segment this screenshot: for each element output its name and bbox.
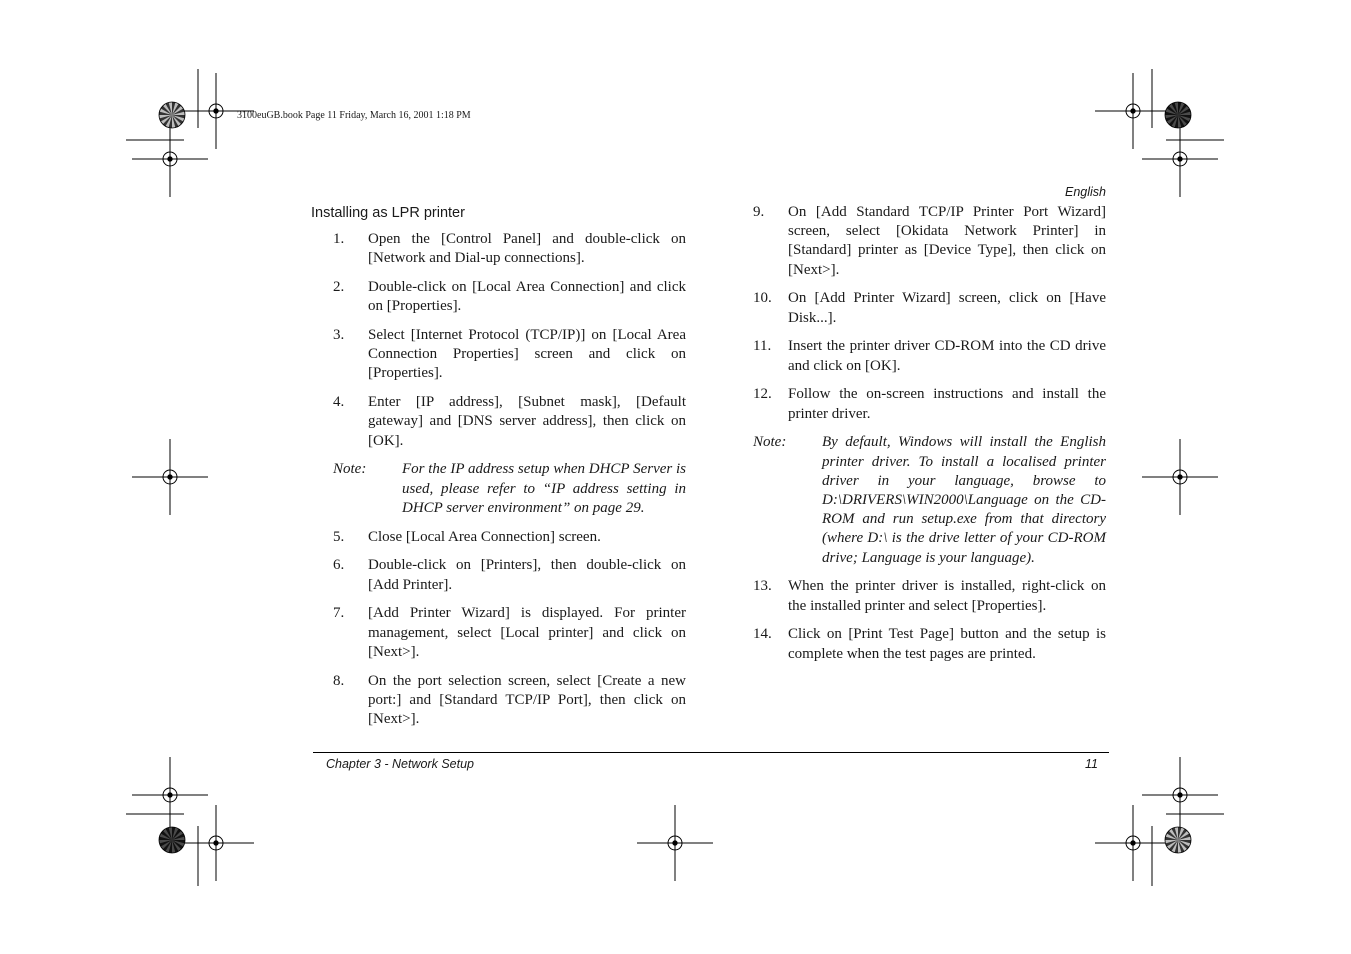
star-target-icon <box>1165 102 1191 128</box>
item-text: Insert the printer driver CD-ROM into the CD drive and click on [OK]. <box>788 338 1106 374</box>
list-item <box>753 203 1106 280</box>
item-text: Open the [Control Panel] and double-click on [Network and Dial-up connections]. <box>368 231 686 267</box>
item-number: 14. <box>753 626 772 643</box>
list-item <box>333 393 686 451</box>
item-number: 13. <box>753 578 772 595</box>
note-block <box>333 460 686 518</box>
item-number: 8. <box>333 672 345 689</box>
footer-chapter: Chapter 3 - Network Setup <box>326 757 474 771</box>
item-text: Enter [IP address], [Subnet mask], [Default gateway] and [DNS server address], then click on [OK]. <box>368 394 686 449</box>
item-text: Select [Internet Protocol (TCP/IP)] on [Local Area Connection Properties] screen and click on [Properties]. <box>368 327 686 382</box>
list-item <box>753 385 1106 423</box>
page-number: 11 <box>1085 757 1098 771</box>
item-number: 1. <box>333 231 345 247</box>
note-text: For the IP address setup when DHCP Server is used, please refer to “IP address setting in DHCP server environment” on page 29. <box>402 461 686 516</box>
left-column <box>333 230 686 739</box>
item-text: [Add Printer Wizard] is displayed. For printer management, select [Local printer] and click on [Next>]. <box>368 605 686 660</box>
note-block <box>753 433 1106 567</box>
item-text: Double-click on [Local Area Connection] and click on [Properties]. <box>368 279 686 315</box>
registration-mark-icon <box>1142 757 1218 833</box>
language-label: English <box>1065 185 1106 199</box>
item-text: Follow the on-screen instructions and install the printer driver. <box>788 386 1106 422</box>
footer-rule <box>313 752 1109 753</box>
item-number: 5. <box>333 528 345 545</box>
list-item <box>333 556 686 594</box>
registration-mark-icon <box>1095 73 1171 149</box>
item-text: On [Add Standard TCP/IP Printer Port Wizard] screen, select [Okidata Network Printer] in [Standard] printer as [Device Type], then click on [Next>]. <box>788 204 1106 278</box>
item-number: 2. <box>333 279 345 295</box>
registration-mark-icon <box>132 439 208 515</box>
registration-mark-icon <box>178 805 254 881</box>
registration-mark-icon <box>637 805 713 881</box>
item-number: 11. <box>753 338 772 355</box>
registration-mark-icon <box>1142 439 1218 515</box>
item-number: 7. <box>333 605 345 622</box>
registration-mark-icon <box>1142 121 1218 197</box>
note-label: Note: <box>753 434 787 451</box>
right-column <box>753 203 1106 673</box>
list-item <box>753 577 1106 615</box>
list-item <box>333 672 686 730</box>
star-target-icon <box>1165 827 1191 853</box>
list-item <box>333 528 686 547</box>
section-title: Installing as LPR printer <box>311 205 465 221</box>
item-text: Double-click on [Printers], then double-click on [Add Printer]. <box>368 557 686 593</box>
registration-mark-icon <box>132 121 208 197</box>
registration-mark-icon <box>132 757 208 833</box>
list-item <box>333 604 686 662</box>
note-label: Note: <box>333 461 367 478</box>
star-target-icon <box>159 827 185 853</box>
item-text: On the port selection screen, select [Create a new port:] and [Standard TCP/IP Port], then click on [Next>]. <box>368 672 686 728</box>
list-item <box>333 278 686 316</box>
item-text: Click on [Print Test Page] button and the setup is complete when the test pages are printed. <box>788 626 1106 662</box>
note-text: By default, Windows will install the English printer driver. To install a localised printer driver in your language, browse to D:\DRIVERS\WIN2000\Language on the CD-ROM and run setup.exe from that directory (where D:\ is the drive letter of your CD-ROM drive; Language is your language). <box>822 434 1106 566</box>
item-number: 9. <box>753 204 765 220</box>
item-text: When the printer driver is installed, right-click on the installed printer and select [Properties]. <box>788 578 1106 614</box>
list-item <box>753 625 1106 663</box>
list-item <box>753 337 1106 375</box>
list-item <box>333 230 686 268</box>
list-item <box>333 326 686 384</box>
item-number: 4. <box>333 394 345 411</box>
list-item <box>753 289 1106 327</box>
item-text: Close [Local Area Connection] screen. <box>368 528 601 545</box>
item-number: 10. <box>753 290 772 307</box>
item-number: 12. <box>753 386 772 403</box>
item-number: 6. <box>333 557 345 574</box>
item-number: 3. <box>333 327 345 343</box>
book-slug-line: 3100euGB.book Page 11 Friday, March 16, 2001 1:18 PM <box>237 110 471 121</box>
star-target-icon <box>159 102 185 128</box>
registration-mark-icon <box>1095 805 1171 881</box>
item-text: On [Add Printer Wizard] screen, click on [Have Disk...]. <box>788 290 1106 326</box>
